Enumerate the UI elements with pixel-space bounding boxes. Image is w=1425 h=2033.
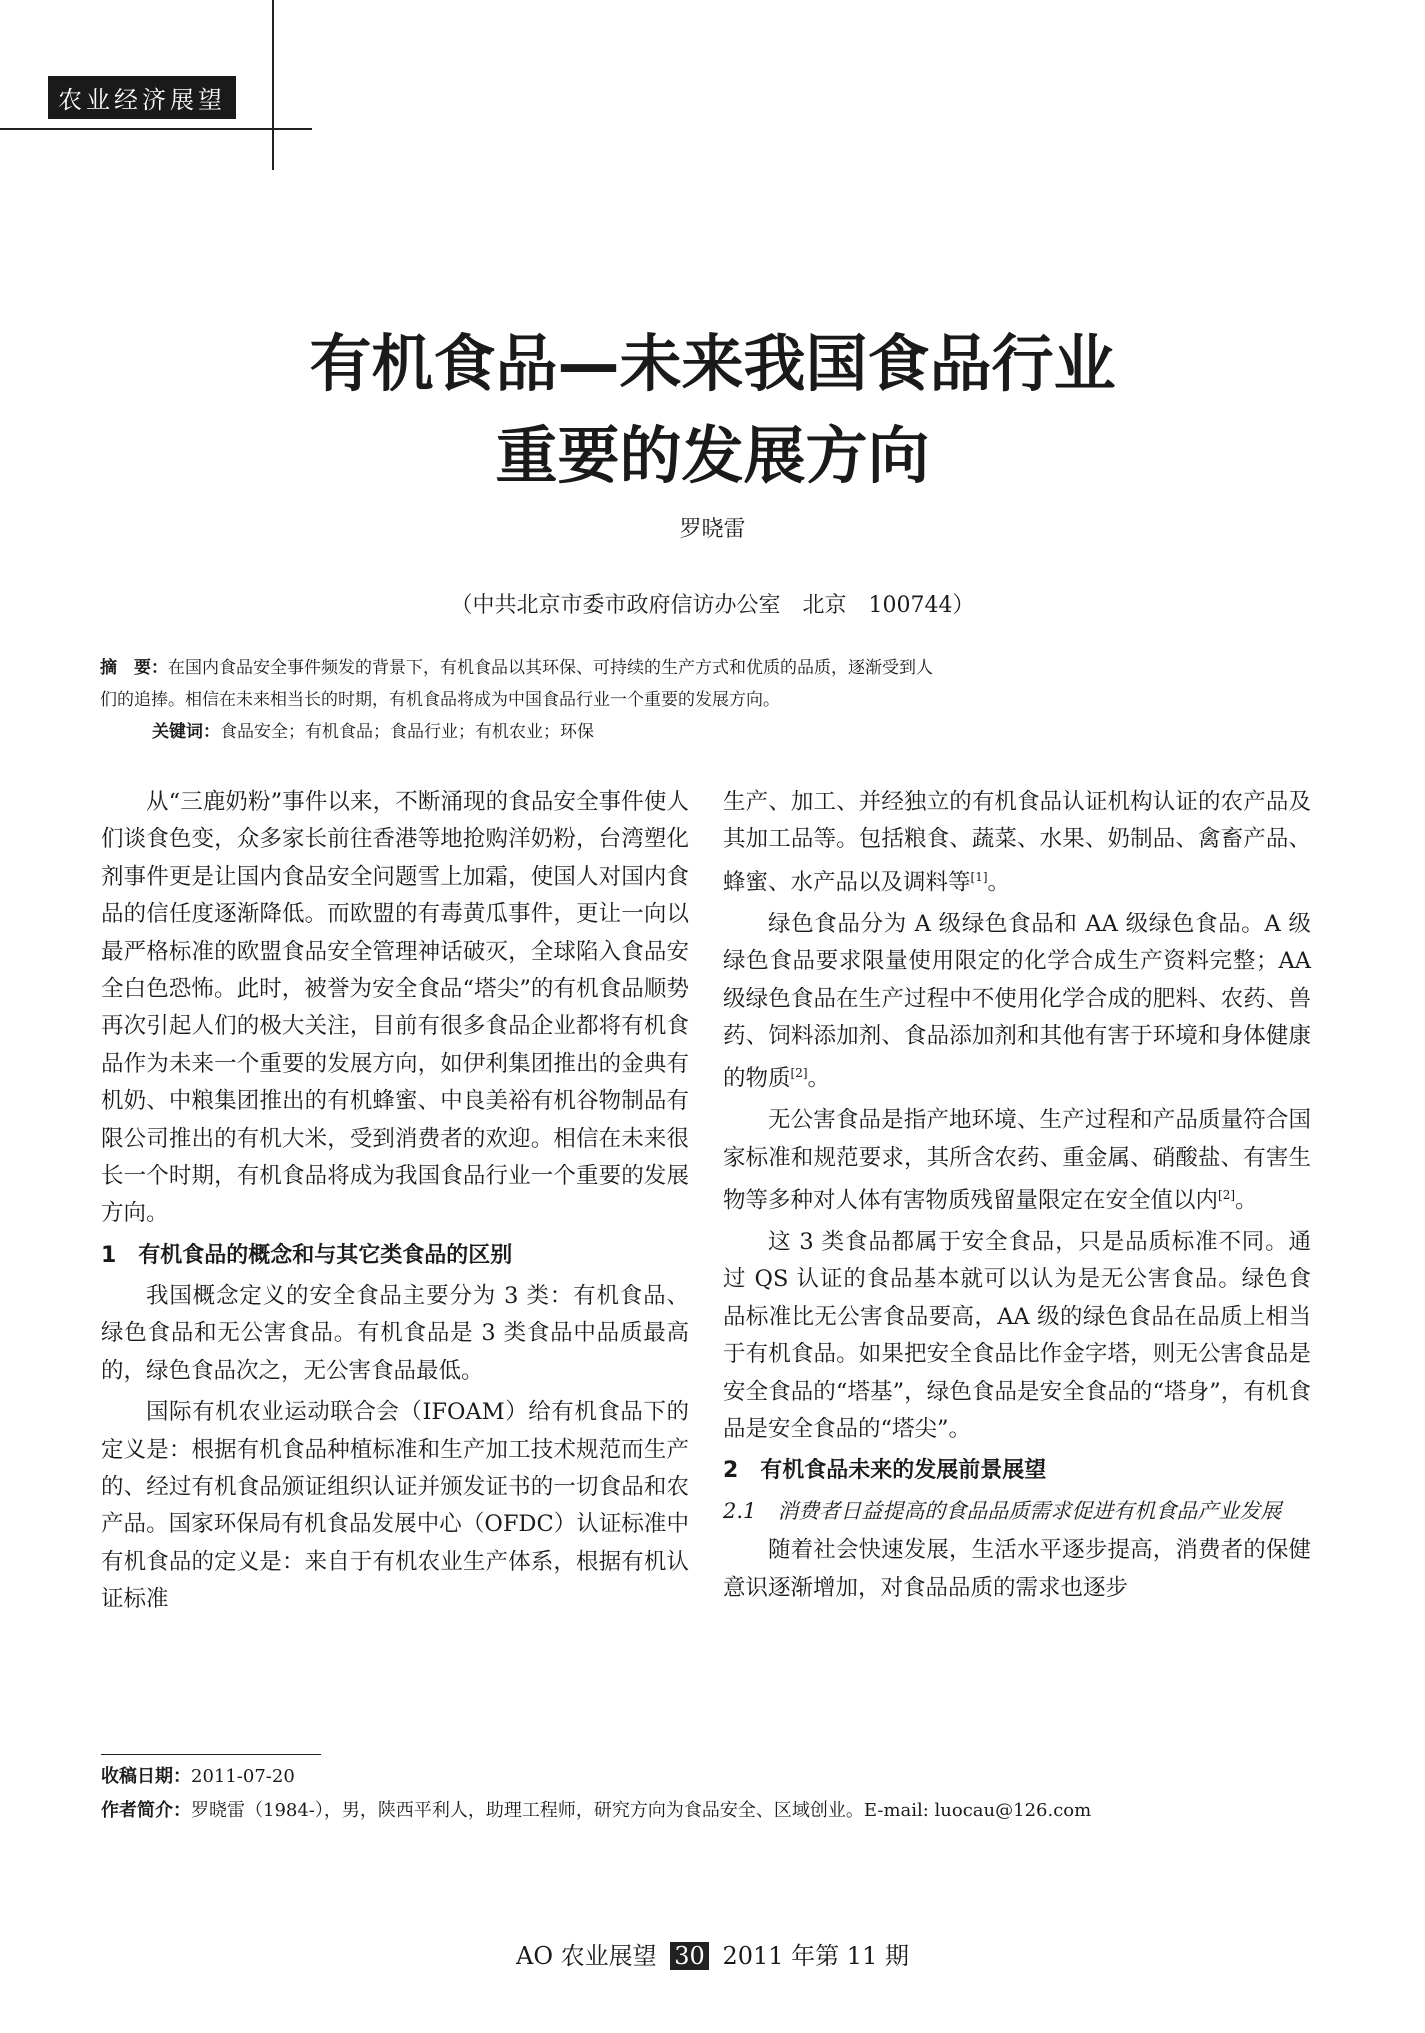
keywords-line: [100, 716, 1330, 748]
section-badge: 农业经济展望: [48, 76, 236, 119]
citation-ref: [2]: [790, 1066, 808, 1081]
right-column: [723, 784, 1311, 1611]
received-label: 收稿日期：: [101, 1766, 191, 1787]
paragraph-end-mark: 。: [987, 869, 1011, 896]
abstract: [100, 652, 1330, 748]
article-title: [200, 318, 1225, 502]
section-heading-2: 2 有机食品未来的发展前景展望: [723, 1458, 1047, 1484]
keywords-label: 关键词：: [152, 722, 220, 742]
paragraph-pyramid: 这 3 类食品都属于安全食品，只是品质标准不同。通过 QS 认证的食品基本就可以认为是无公害食品。绿色食品标准比无公害食品要高，AA 级的绿色食品在品质上相当于有机食品。如果把安全食品比作金字塔，则无公害食品是安全食品的“塔基”，绿色食品是安全食品的“塔身”，有机食品是安全食品的“塔尖”。: [723, 1228, 1311, 1442]
keywords-text: 食品安全；有机食品；食品行业；有机农业；环保: [220, 722, 594, 742]
section-heading-1: 1 有机食品的概念和与其它类食品的区别: [101, 1242, 513, 1268]
abstract-text-2: 们的追捧。相信在未来相当长的时期，有机食品将成为中国食品行业一个重要的发展方向。: [100, 690, 780, 710]
author-affiliation: （中共北京市委市政府信访办公室 北京 100744）: [450, 593, 975, 618]
page-number: 30: [670, 1942, 709, 1970]
paragraph-green-food-text: 绿色食品分为 A 级绿色食品和 AA 级绿色食品。A 级绿色食品要求限量使用限定的化学合成生产资料完整；AA 级绿色食品在生产过程中不使用化学合成的肥料、农药、兽药、饲料添加剂、食品添加剂和其他有害于环境和身体健康的物质: [723, 910, 1311, 1092]
paragraph-end-mark: 。: [807, 1065, 831, 1092]
header-vertical-rule: [272, 0, 274, 170]
paragraph-end-mark: 。: [1235, 1187, 1258, 1214]
paragraph-green-food: [723, 906, 1311, 1099]
author-name: 罗晓雷: [679, 517, 746, 542]
page-footer: [0, 1936, 1425, 1971]
journal-name: AO 农业展望: [516, 1942, 657, 1970]
footnote-rule: [101, 1754, 321, 1755]
bio-label: 作者简介：: [101, 1800, 191, 1821]
header-rule: [0, 128, 312, 130]
received-date: [101, 1762, 295, 1788]
citation-ref: [2]: [1218, 1188, 1236, 1203]
title-line-1: 有机食品—未来我国食品行业: [309, 327, 1116, 400]
abstract-line-1: [100, 652, 1330, 684]
title-line-2: 重要的发展方向: [495, 419, 930, 492]
paragraph-pollution-free: [723, 1102, 1311, 1220]
issue-info: 2011 年第 11 期: [722, 1942, 909, 1970]
left-column: [101, 784, 689, 1623]
bio-text: 罗晓雷（1984-），男，陕西平利人，助理工程师，研究方向为食品安全、区域创业。E-mail: luocau@126.com: [191, 1800, 1092, 1821]
paragraph-definition: 国际有机农业运动联合会（IFOAM）给有机食品下的定义是：根据有机食品种植标准和生产加工技术规范而生产的、经过有机食品颁证组织认证并颁发证书的一切食品和农产品。国家环保局有机食品发展中心（OFDC）认证标准中有机食品的定义是：来自于有机农业生产体系，根据有机认证标准: [101, 1399, 689, 1613]
paragraph-pollution-free-text: 无公害食品是指产地环境、生产过程和产品质量符合国家标准和规范要求，其所含农药、重金属、硝酸盐、有害生物等多种对人体有害物质残留量限定在安全值以内: [723, 1107, 1311, 1214]
received-value: 2011-07-20: [191, 1766, 295, 1787]
paragraph-consumer-demand: 随着社会快速发展，生活水平逐步提高，消费者的保健意识逐渐增加，对食品品质的需求也逐步: [723, 1537, 1311, 1601]
abstract-label: 摘 要：: [100, 658, 168, 678]
citation-ref: [1]: [970, 869, 988, 884]
paragraph-intro: 从“三鹿奶粉”事件以来，不断涌现的食品安全事件使人们谈食色变，众多家长前往香港等地抢购洋奶粉，台湾塑化剂事件更是让国内食品安全问题雪上加霜，使国人对国内食品的信任度逐渐降低。而欧盟的有毒黄瓜事件，更让一向以最严格标准的欧盟食品安全管理神话破灭，全球陷入食品安全白色恐怖。此时，被誉为安全食品“塔尖”的有机食品顺势再次引起人们的极大关注，目前有很多食品企业都将有机食品作为未来一个重要的发展方向，如伊利集团推出的金典有机奶、中粮集团推出的有机蜂蜜、中良美裕有机谷物制品有限公司推出的有机大米，受到消费者的欢迎。相信在未来很长一个时期，有机食品将成为我国食品行业一个重要的发展方向。: [101, 789, 689, 1227]
subsection-heading-2-1: 2.1 消费者日益提高的食品品质需求促进有机食品产业发展: [723, 1499, 1282, 1524]
abstract-text-1: 在国内食品安全事件频发的背景下，有机食品以其环保、可持续的生产方式和优质的品质，逐渐受到人: [168, 658, 933, 678]
abstract-line-2: [100, 684, 1330, 716]
paragraph-definition-cont: [723, 784, 1311, 902]
paragraph-definition-cont-text: 生产、加工、并经独立的有机食品认证机构认证的农产品及其加工品等。包括粮食、蔬菜、水果、奶制品、禽畜产品、蜂蜜、水产品以及调料等: [723, 789, 1311, 896]
author-bio: [101, 1796, 1091, 1822]
paragraph-categories: 我国概念定义的安全食品主要分为 3 类：有机食品、绿色食品和无公害食品。有机食品是 3 类食品中品质最高的，绿色食品次之，无公害食品最低。: [101, 1282, 689, 1384]
